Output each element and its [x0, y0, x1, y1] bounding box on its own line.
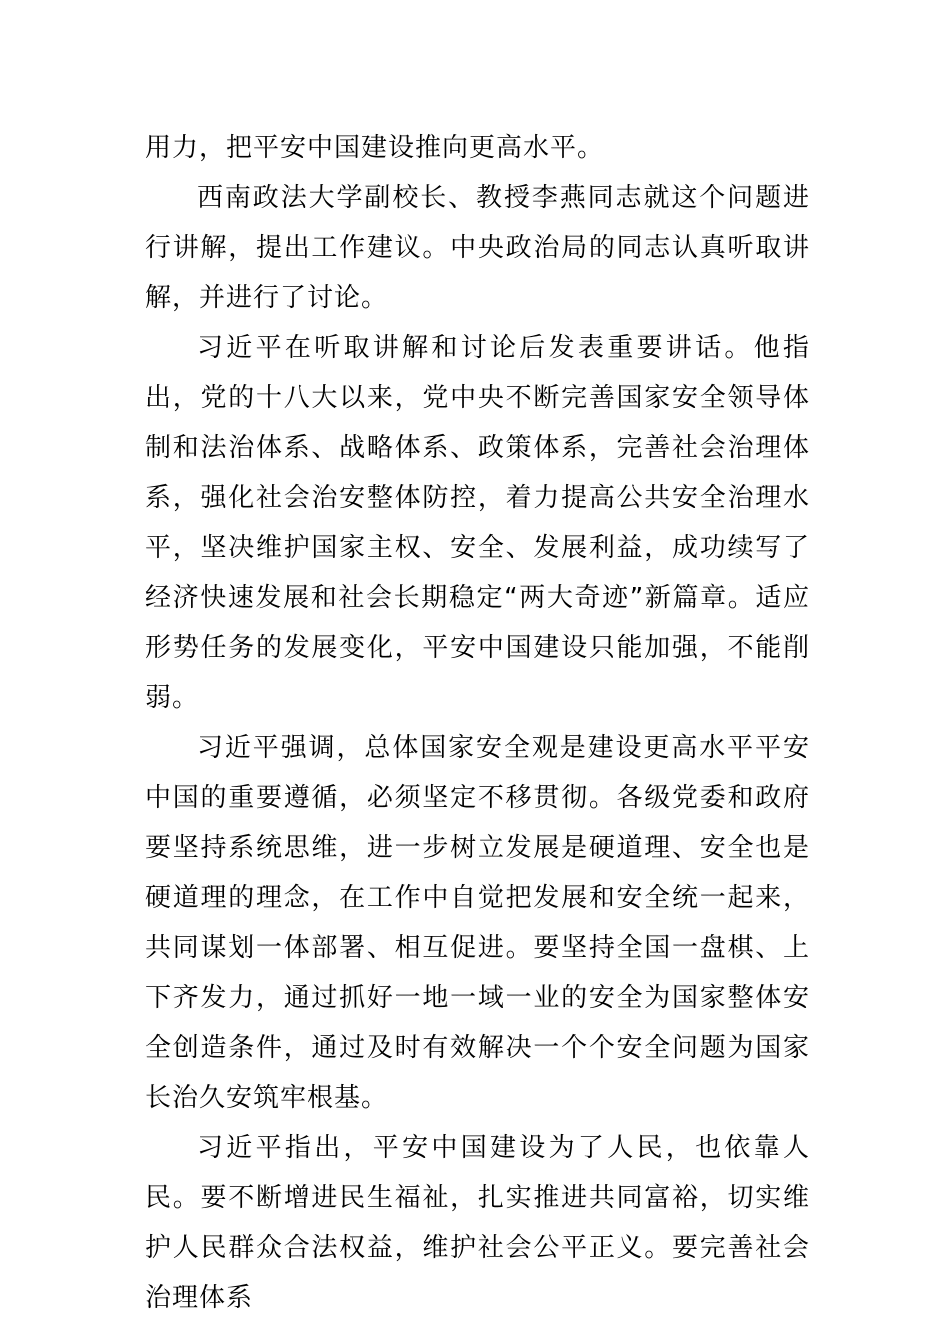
paragraph-2: 西南政法大学副校长、教授李燕同志就这个问题进行讲解，提出工作建议。中央政治局的同志认真听取讲解，并进行了讨论。: [145, 183, 810, 313]
paragraph-3: 习近平在听取讲解和讨论后发表重要讲话。他指出，党的十八大以来，党中央不断完善国家安全领导体制和法治体系、战略体系、政策体系，完善社会治理体系，强化社会治安整体防控，着力提高公共安全治理水平，坚决维护国家主权、安全、发展利益，成功续写了经济快速发展和社会长期稳定“两大奇迹”新篇章。适应形势任务的发展变化，平安中国建设只能加强，不能削弱。: [145, 333, 810, 713]
document-body: [145, 123, 810, 1323]
paragraph-1: 用力，把平安中国建设推向更高水平。: [145, 133, 605, 163]
paragraph-5: 习近平指出，平安中国建设为了人民，也依靠人民。要不断增进民生福祉，扎实推进共同富裕，切实维护人民群众合法权益，维护社会公平正义。要完善社会治理体系: [145, 1133, 810, 1313]
paragraph-4: 习近平强调，总体国家安全观是建设更高水平平安中国的重要遵循，必须坚定不移贯彻。各级党委和政府要坚持系统思维，进一步树立发展是硬道理、安全也是硬道理的理念，在工作中自觉把发展和安全统一起来，共同谋划一体部署、相互促进。要坚持全国一盘棋、上下齐发力，通过抓好一地一域一业的安全为国家整体安全创造条件，通过及时有效解决一个个安全问题为国家长治久安筑牢根基。: [145, 733, 810, 1113]
